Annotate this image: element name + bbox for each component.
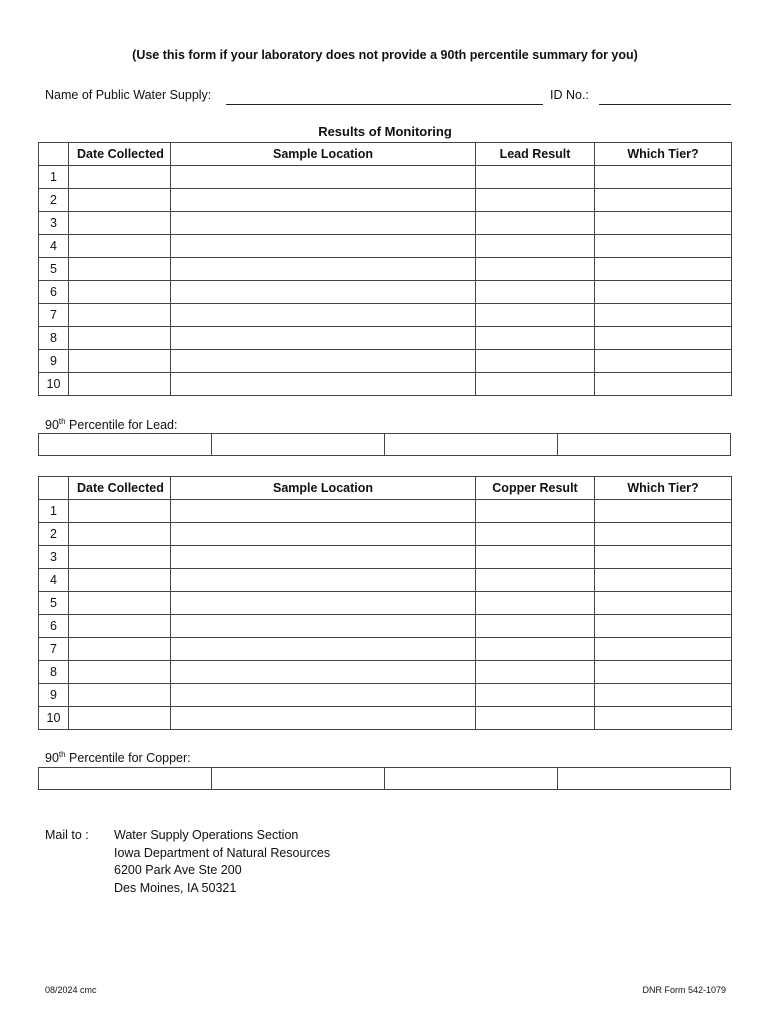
row-number: 4 (39, 235, 69, 258)
table-row (39, 661, 732, 684)
copper-percentile-boxes (38, 767, 731, 790)
result-cell[interactable] (476, 235, 595, 258)
table-row (39, 304, 732, 327)
sample-location-cell[interactable] (171, 569, 476, 592)
date-collected-cell[interactable] (69, 638, 171, 661)
result-cell[interactable] (476, 615, 595, 638)
sample-location-cell[interactable] (171, 684, 476, 707)
which-tier-cell[interactable] (595, 350, 732, 373)
result-cell[interactable] (476, 350, 595, 373)
row-number: 8 (39, 661, 69, 684)
row-number: 5 (39, 258, 69, 281)
table-row (39, 327, 732, 350)
mailing-address (114, 827, 330, 897)
table-row (39, 258, 732, 281)
sample-location-cell[interactable] (171, 189, 476, 212)
sample-location-cell[interactable] (171, 523, 476, 546)
row-number: 1 (39, 500, 69, 523)
result-cell[interactable] (476, 373, 595, 396)
row-number: 2 (39, 189, 69, 212)
copper-percentile-cell[interactable] (212, 768, 385, 790)
date-collected-cell[interactable] (69, 281, 171, 304)
date-collected-cell[interactable] (69, 569, 171, 592)
result-cell[interactable] (476, 707, 595, 730)
address-line: Des Moines, IA 50321 (114, 880, 237, 895)
sample-location-cell[interactable] (171, 592, 476, 615)
which-tier-cell[interactable] (595, 166, 732, 189)
copper-percentile-cell[interactable] (385, 768, 558, 790)
date-collected-cell[interactable] (69, 258, 171, 281)
lead-results-table (38, 142, 732, 396)
which-tier-cell[interactable] (595, 615, 732, 638)
date-collected-cell[interactable] (69, 166, 171, 189)
sample-location-cell[interactable] (171, 638, 476, 661)
table-row (39, 166, 732, 189)
which-tier-cell[interactable] (595, 684, 732, 707)
result-cell[interactable] (476, 212, 595, 235)
result-cell[interactable] (476, 500, 595, 523)
result-cell[interactable] (476, 569, 595, 592)
lead-percentile-cell[interactable] (39, 434, 212, 456)
sample-location-cell[interactable] (171, 281, 476, 304)
result-cell[interactable] (476, 638, 595, 661)
which-tier-cell[interactable] (595, 592, 732, 615)
row-number: 6 (39, 615, 69, 638)
column-header-sample-location: Sample Location (171, 143, 476, 166)
sample-location-cell[interactable] (171, 373, 476, 396)
result-cell[interactable] (476, 684, 595, 707)
column-header-lead-result: Lead Result (476, 143, 595, 166)
id-number-field[interactable] (599, 90, 731, 105)
table-row (39, 546, 732, 569)
mail-to-label: Mail to : (45, 828, 89, 842)
result-cell[interactable] (476, 166, 595, 189)
sample-location-cell[interactable] (171, 304, 476, 327)
column-header-date-collected: Date Collected (69, 477, 171, 500)
date-collected-cell[interactable] (69, 235, 171, 258)
sample-location-cell[interactable] (171, 212, 476, 235)
which-tier-cell[interactable] (595, 500, 732, 523)
which-tier-cell[interactable] (595, 661, 732, 684)
result-cell[interactable] (476, 304, 595, 327)
column-header-which-tier: Which Tier? (595, 477, 732, 500)
row-number: 3 (39, 546, 69, 569)
table-row (39, 189, 732, 212)
table-header-row (39, 477, 732, 500)
sample-location-cell[interactable] (171, 615, 476, 638)
which-tier-cell[interactable] (595, 638, 732, 661)
water-supply-name-label: Name of Public Water Supply: (45, 88, 212, 102)
which-tier-cell[interactable] (595, 258, 732, 281)
date-collected-cell[interactable] (69, 523, 171, 546)
copper-results-table (38, 476, 732, 730)
date-collected-cell[interactable] (69, 661, 171, 684)
date-collected-cell[interactable] (69, 304, 171, 327)
sample-location-cell[interactable] (171, 350, 476, 373)
lead-percentile-label: 90th Percentile for Lead: (45, 417, 178, 433)
table-row (39, 500, 732, 523)
table-row (39, 569, 732, 592)
which-tier-cell[interactable] (595, 523, 732, 546)
result-cell[interactable] (476, 281, 595, 304)
lead-percentile-cell[interactable] (385, 434, 558, 456)
row-number: 4 (39, 569, 69, 592)
column-header-date-collected: Date Collected (69, 143, 171, 166)
lead-percentile-boxes (38, 433, 731, 456)
which-tier-cell[interactable] (595, 327, 732, 350)
which-tier-cell[interactable] (595, 212, 732, 235)
date-collected-cell[interactable] (69, 350, 171, 373)
row-number: 7 (39, 638, 69, 661)
sample-location-cell[interactable] (171, 258, 476, 281)
sample-location-cell[interactable] (171, 661, 476, 684)
copper-percentile-label: 90th Percentile for Copper: (45, 750, 191, 766)
column-header (39, 477, 69, 500)
result-cell[interactable] (476, 258, 595, 281)
row-number: 1 (39, 166, 69, 189)
result-cell[interactable] (476, 592, 595, 615)
which-tier-cell[interactable] (595, 235, 732, 258)
column-header (39, 143, 69, 166)
date-collected-cell[interactable] (69, 684, 171, 707)
result-cell[interactable] (476, 327, 595, 350)
row-number: 5 (39, 592, 69, 615)
which-tier-cell[interactable] (595, 569, 732, 592)
sample-location-cell[interactable] (171, 166, 476, 189)
row-number: 9 (39, 350, 69, 373)
date-collected-cell[interactable] (69, 373, 171, 396)
lead-percentile-cell[interactable] (558, 434, 731, 456)
date-collected-cell[interactable] (69, 212, 171, 235)
date-collected-cell[interactable] (69, 707, 171, 730)
id-number-label: ID No.: (550, 88, 589, 102)
footer-form-number: DNR Form 542-1079 (642, 985, 726, 995)
result-cell[interactable] (476, 189, 595, 212)
row-number: 8 (39, 327, 69, 350)
sample-location-cell[interactable] (171, 327, 476, 350)
result-cell[interactable] (476, 523, 595, 546)
address-line: Iowa Department of Natural Resources (114, 845, 331, 860)
which-tier-cell[interactable] (595, 373, 732, 396)
column-header-which-tier: Which Tier? (595, 143, 732, 166)
row-number: 9 (39, 684, 69, 707)
row-number: 10 (39, 373, 69, 396)
row-number: 10 (39, 707, 69, 730)
which-tier-cell[interactable] (595, 281, 732, 304)
table-row (39, 281, 732, 304)
table-row (39, 707, 732, 730)
copper-percentile-cell[interactable] (39, 768, 212, 790)
date-collected-cell[interactable] (69, 592, 171, 615)
column-header-copper-result: Copper Result (476, 477, 595, 500)
address-line: Water Supply Operations Section (114, 828, 299, 842)
table-row (39, 212, 732, 235)
table-row (39, 684, 732, 707)
which-tier-cell[interactable] (595, 707, 732, 730)
result-cell[interactable] (476, 661, 595, 684)
date-collected-cell[interactable] (69, 327, 171, 350)
which-tier-cell[interactable] (595, 189, 732, 212)
row-number: 3 (39, 212, 69, 235)
table-row (39, 615, 732, 638)
water-supply-name-field[interactable] (226, 90, 543, 105)
row-number: 2 (39, 523, 69, 546)
row-number: 6 (39, 281, 69, 304)
form-instruction-note: (Use this form if your laboratory does not provide a 90th percentile summary for you) (132, 48, 638, 62)
result-cell[interactable] (476, 546, 595, 569)
date-collected-cell[interactable] (69, 500, 171, 523)
row-number: 7 (39, 304, 69, 327)
table-header-row (39, 143, 732, 166)
sample-location-cell[interactable] (171, 500, 476, 523)
which-tier-cell[interactable] (595, 304, 732, 327)
table-row (39, 235, 732, 258)
date-collected-cell[interactable] (69, 615, 171, 638)
table-row (39, 523, 732, 546)
column-header-sample-location: Sample Location (171, 477, 476, 500)
address-line: 6200 Park Ave Ste 200 (114, 863, 242, 877)
table-row (39, 638, 732, 661)
sample-location-cell[interactable] (171, 235, 476, 258)
date-collected-cell[interactable] (69, 189, 171, 212)
footer-revision: 08/2024 cmc (45, 985, 97, 995)
which-tier-cell[interactable] (595, 546, 732, 569)
date-collected-cell[interactable] (69, 546, 171, 569)
lead-percentile-cell[interactable] (212, 434, 385, 456)
results-title: Results of Monitoring (318, 124, 452, 139)
table-row (39, 373, 732, 396)
sample-location-cell[interactable] (171, 546, 476, 569)
copper-percentile-cell[interactable] (558, 768, 731, 790)
table-row (39, 350, 732, 373)
sample-location-cell[interactable] (171, 707, 476, 730)
table-row (39, 592, 732, 615)
